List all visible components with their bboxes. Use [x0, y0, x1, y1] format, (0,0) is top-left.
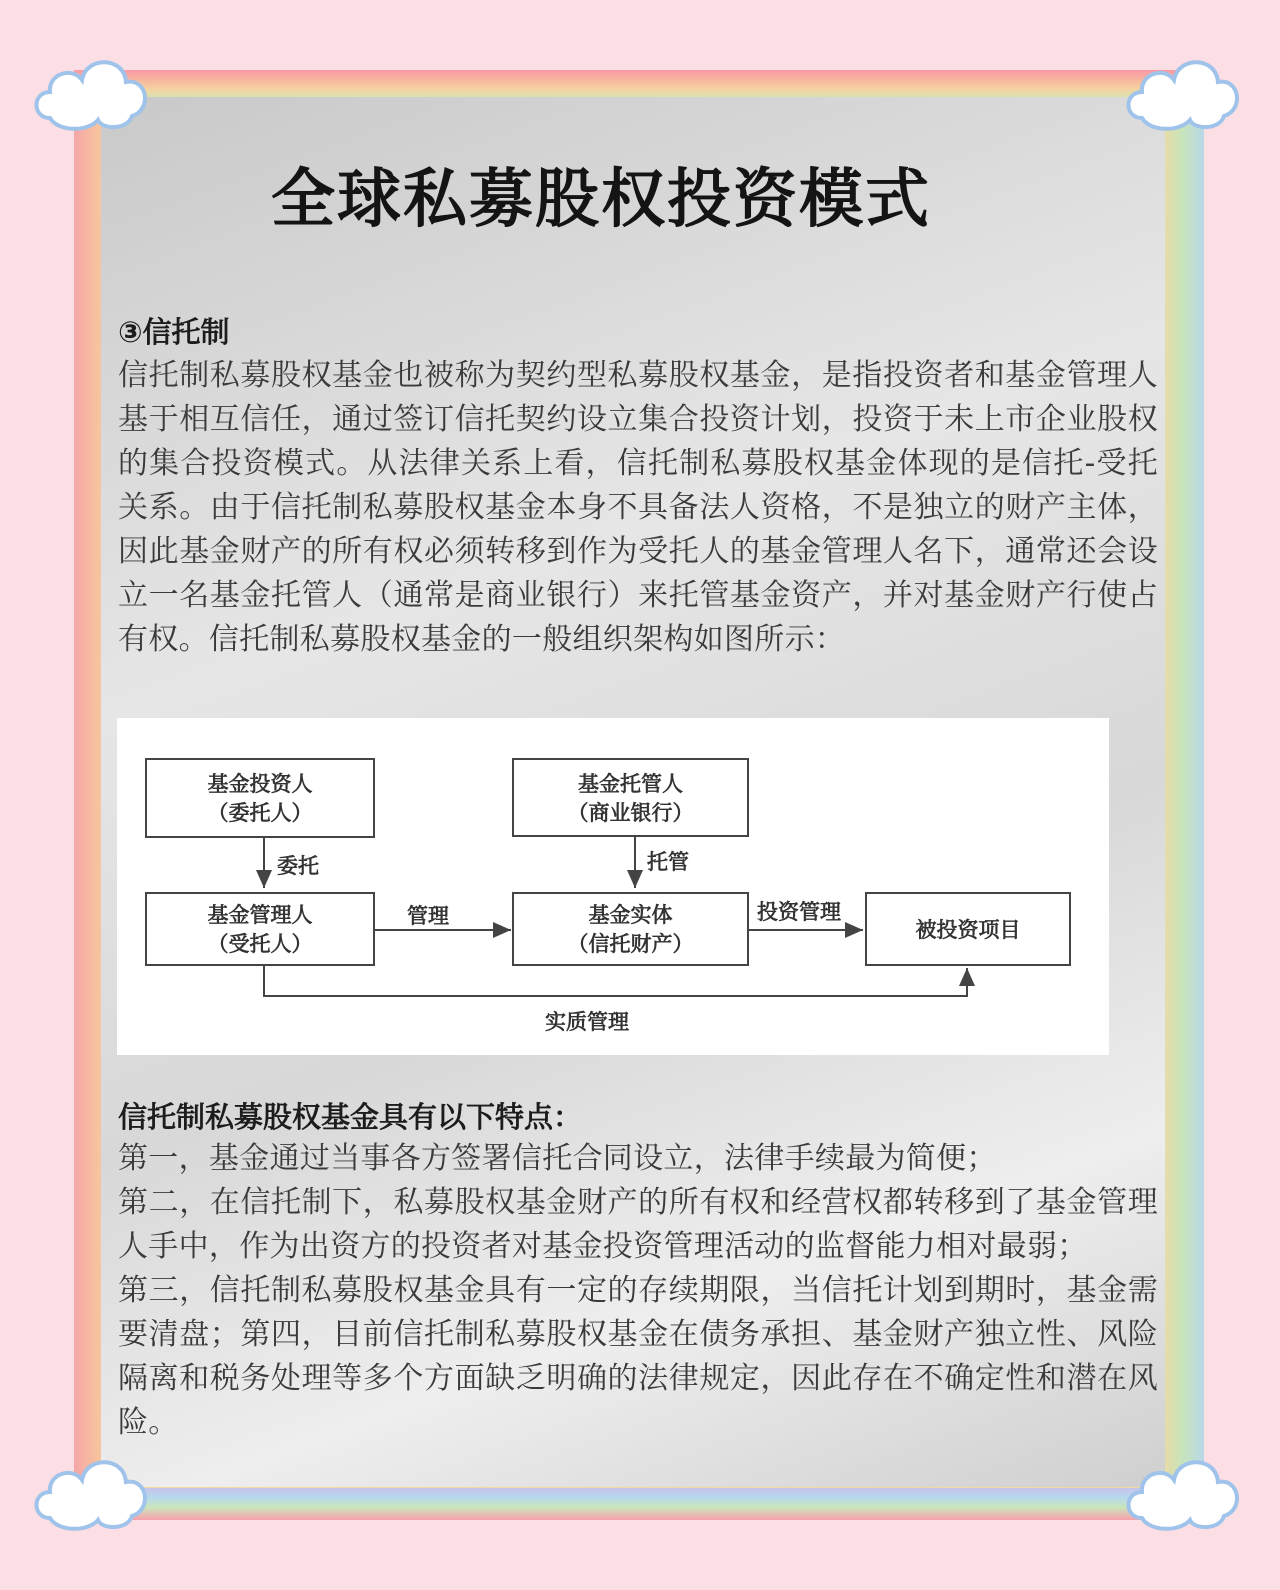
node-fund-manager: [145, 892, 375, 966]
node-fund-investor: [145, 758, 375, 838]
cloud-icon: [28, 40, 158, 136]
node-fund-investor-line1: 基金投资人: [207, 771, 313, 796]
node-fund-entity: [512, 892, 749, 966]
org-structure-diagram: [117, 718, 1109, 1055]
cloud-icon: [1120, 40, 1250, 136]
node-fund-custodian-line2: （商业银行）: [567, 799, 694, 825]
feature-item: 第一，基金通过当事各方签署信托合同设立，法律手续最为简便；: [118, 1141, 997, 1176]
node-fund-entity-line2: （信托财产）: [567, 931, 694, 956]
edge-label-substantive-manage: 实质管理: [545, 1009, 629, 1034]
edge-label-custody: 托管: [647, 849, 689, 874]
section-paragraph: 信托制私募股权基金也被称为契约型私募股权基金，是指投资者和基金管理人基于相互信任，通过签订信托契约设立集合投资计划，投资于未上市企业股权的集合投资模式。从法律关系上看，信托制私募股权基金体现的是信托-受托关系。由于信托制私募股权基金本身不具备法人资格，不是独立的财产主体，因此基金财产的所有权必须转移到作为受托人的基金管理人名下，通常还会设立一名基金托管人（通常是商业银行）来托管基金资产，并对基金财产行使占有权。信托制私募股权基金的一般组织架构如图所示：: [118, 358, 1158, 657]
edge-label-invest-manage: 投资管理: [757, 899, 841, 924]
node-fund-custodian-line1: 基金托管人: [578, 770, 683, 796]
rainbow-frame-top: [74, 70, 1204, 100]
arrow-substantive-manage: [264, 966, 967, 996]
node-fund-entity-line1: 基金实体: [588, 902, 673, 927]
features-list: [118, 1137, 1158, 1445]
node-fund-manager-line2: （受托人）: [207, 931, 313, 956]
node-invested-project: [865, 892, 1071, 966]
page-title: 全球私募股权投资模式: [271, 163, 931, 237]
node-fund-manager-line1: 基金管理人: [207, 902, 313, 927]
edge-label-manage: 管理: [407, 903, 449, 928]
node-invested-project-label: 被投资项目: [915, 916, 1021, 942]
feature-item: 第二，在信托制下，私募股权基金财产的所有权和经营权都转移到了基金管理人手中，作为出资方的投资者对基金投资管理活动的监督能力相对最弱；: [118, 1185, 1158, 1264]
cloud-icon: [28, 1440, 158, 1536]
feature-item: 第三，信托制私募股权基金具有一定的存续期限，当信托计划到期时，基金需要清盘；第四，目前信托制私募股权基金在债务承担、基金财产独立性、风险隔离和税务处理等多个方面缺乏明确的法律规定，因此存在不确定性和潜在风险。: [118, 1273, 1158, 1440]
features-heading: 信托制私募股权基金具有以下特点：: [118, 1100, 583, 1134]
rainbow-frame-bottom: [74, 1488, 1204, 1520]
node-fund-investor-line2: （委托人）: [207, 800, 313, 825]
section-heading: ③信托制: [118, 315, 230, 349]
node-fund-custodian: [512, 758, 749, 837]
edge-label-entrust: 委托: [277, 853, 319, 878]
cloud-icon: [1120, 1440, 1250, 1536]
